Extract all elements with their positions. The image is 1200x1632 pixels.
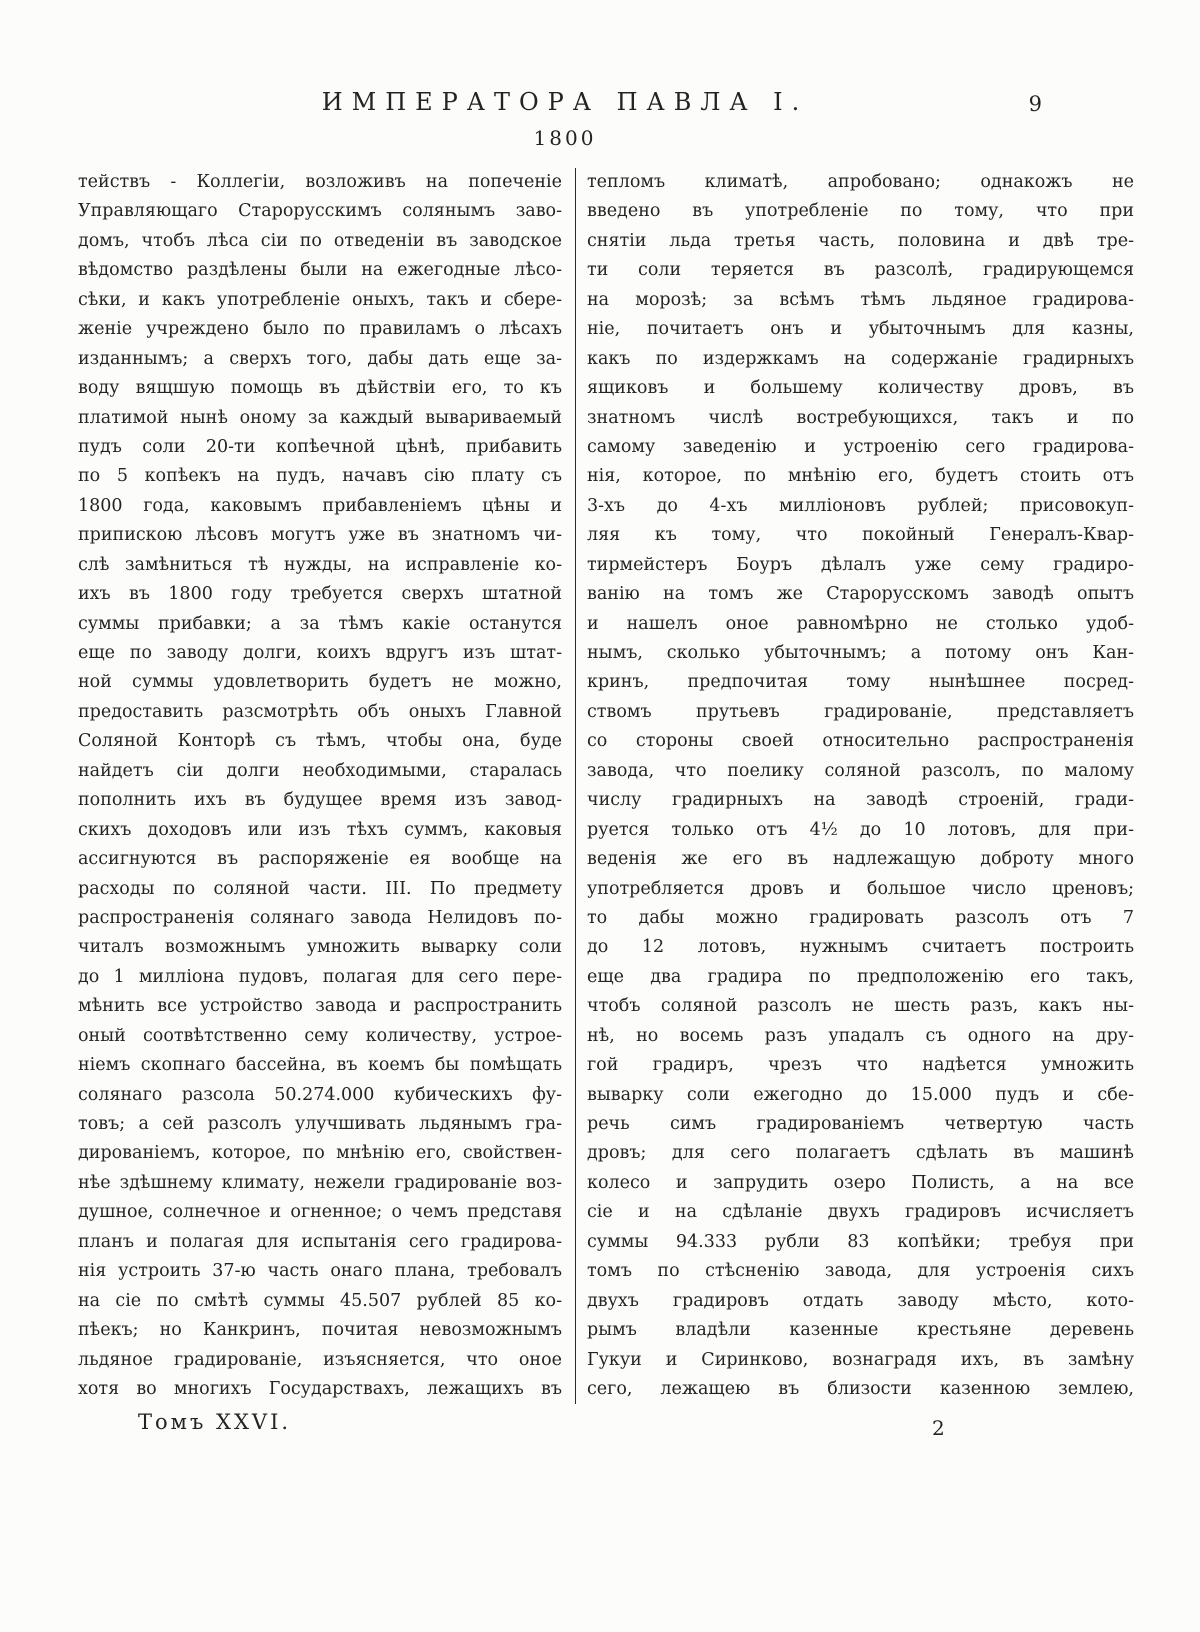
- text-line: до 1 милліона пудовъ, полагая для сего пере-: [78, 966, 562, 987]
- column-divider: [575, 168, 576, 1404]
- text-line: пудъ соли 20-ти копѣечной цѣнѣ, прибавить: [78, 436, 562, 457]
- text-line: нія, которое, по мнѣнію его, будетъ стоить отъ: [587, 466, 1134, 487]
- text-line: ящиковъ и большему количеству дровъ, въ: [587, 378, 1134, 399]
- text-line: воду вящшую помощь въ дѣйствіи его, то къ: [78, 378, 562, 399]
- text-line: суммы прибавки; а за тѣмъ какіе останутся: [78, 613, 562, 634]
- text-line: пѣекъ; но Канкринъ, почитая невозможнымъ: [78, 1320, 562, 1341]
- text-line: числу градирныхъ на заводѣ строеній, гради-: [587, 790, 1134, 811]
- text-line: употребляется дровъ и большое число цреновъ;: [587, 878, 1134, 899]
- text-line: женіе учреждено было по правиламъ о лѣсахъ: [78, 319, 562, 340]
- text-line: нымъ, сколько убыточнымъ; а потому онъ Кан-: [587, 643, 1134, 663]
- text-line: еще по заводу долги, коихъ вдругъ изъ штат-: [78, 643, 562, 663]
- page-number: 9: [1028, 92, 1042, 116]
- text-line: платимой нынѣ оному за каждый вывариваемый: [78, 407, 562, 428]
- text-line: тействъ - Коллегіи, возложивъ на попеченіе: [78, 172, 562, 192]
- footer-signature-number: 2: [932, 1416, 945, 1440]
- text-line: введено въ употребленіе по тому, что при: [587, 201, 1134, 222]
- text-line: сего, лежащею въ близости казенною землею,: [587, 1378, 1134, 1399]
- right-column: [587, 168, 1134, 1404]
- text-line: сѣки, и какъ употребленіе оныхъ, такъ и сбере-: [78, 289, 562, 310]
- text-line: ванію на томъ же Старорусскомъ заводѣ опытъ: [587, 584, 1134, 605]
- text-line: нѣе здѣшнему климату, нежели градированіе воз-: [78, 1172, 562, 1193]
- text-line: 1800 года, каковымъ прибавленіемъ цѣны и: [78, 495, 562, 516]
- text-line: скихъ доходовъ или изъ тѣхъ суммъ, каковыя: [78, 819, 562, 840]
- text-line: душное, солнечное и огненное; о чемъ представя: [78, 1202, 562, 1223]
- text-line: нія устроить 37-ю часть онаго плана, требовалъ: [78, 1261, 562, 1282]
- text-line: Управляющаго Старорусскимъ солянымъ заво-: [78, 201, 562, 222]
- text-line: сіе и на сдѣланіе двухъ градировъ исчисляетъ: [587, 1202, 1134, 1223]
- text-line: кринъ, предпочитая тому нынѣшнее посред-: [587, 672, 1134, 693]
- text-line: распространенія солянаго завода Нелидовъ по-: [78, 907, 562, 928]
- text-line: ихъ въ 1800 году требуется сверхъ штатной: [78, 584, 562, 605]
- text-line: мѣнить все устройство завода и распространить: [78, 996, 562, 1017]
- text-line: гой градиръ, чрезъ что надѣется умножить: [587, 1055, 1134, 1076]
- text-line: на морозѣ; за всѣмъ тѣмъ льдяное градирова-: [587, 289, 1134, 310]
- text-line: найдетъ сіи долги необходимыми, старалась: [78, 760, 562, 781]
- text-columns: [78, 168, 1134, 1404]
- text-line: томъ по стѣсненію завода, для устроенія сихъ: [587, 1261, 1134, 1282]
- text-line: двухъ градировъ отдать заводу мѣсто, кото-: [587, 1290, 1134, 1311]
- text-line: ти соли теряется въ разсолѣ, градирующемся: [587, 260, 1134, 281]
- text-line: до 12 лотовъ, нужнымъ считаетъ построить: [587, 937, 1134, 958]
- text-line: колесо и запрудить озеро Полисть, а на все: [587, 1172, 1134, 1193]
- text-line: завода, что поелику соляной разсолъ, по малому: [587, 760, 1134, 781]
- text-line: знатномъ числѣ востребующихся, такъ и по: [587, 407, 1134, 428]
- text-line: снятіи льда третья часть, половина и двѣ тре-: [587, 230, 1134, 251]
- text-line: изданнымъ; а сверхъ того, дабы дать еще за-: [78, 348, 562, 369]
- text-line: нѣ, но восемь разъ упадалъ съ одного на дру-: [587, 1025, 1134, 1046]
- text-line: тепломъ климатѣ, апробовано; однакожъ не: [587, 172, 1134, 192]
- text-line: пополнить ихъ въ будущее время изъ завод-: [78, 790, 562, 811]
- text-line: по 5 копѣекъ на пудъ, начавъ сію плату съ: [78, 466, 562, 487]
- text-line: домъ, чтобъ лѣса сіи по отведеніи въ заводское: [78, 230, 562, 251]
- text-line: на сіе по смѣтѣ суммы 45.507 рублей 85 ко-: [78, 1290, 562, 1311]
- text-line: 3-хъ до 4-хъ милліоновъ рублей; присовокуп-: [587, 495, 1134, 516]
- text-line: ляя къ тому, что покойный Генералъ-Квар-: [587, 525, 1134, 546]
- text-line: солянаго разсола 50.274.000 кубическихъ фу-: [78, 1084, 562, 1105]
- text-line: выварку соли ежегодно до 15.000 пудъ и сбе-: [587, 1084, 1134, 1105]
- running-title: ИМПЕРАТОРА ПАВЛА I.: [321, 88, 809, 116]
- text-line: товъ; а сей разсолъ улучшивать льдянымъ гра-: [78, 1114, 562, 1134]
- text-line: речь симъ градированіемъ четвертую часть: [587, 1114, 1134, 1134]
- text-line: ной суммы удовлетворить будетъ не можно,: [78, 672, 562, 693]
- year-heading: 1800: [533, 126, 597, 150]
- text-line: то дабы можно градировать разсолъ отъ 7: [587, 907, 1134, 928]
- text-line: какъ по издержкамъ на содержаніе градирныхъ: [587, 348, 1134, 369]
- text-line: расходы по соляной части. III. По предмету: [78, 878, 562, 899]
- text-line: оный соотвѣтственно сему количеству, устрое-: [78, 1025, 562, 1046]
- text-line: ствомъ прутьевъ градированіе, представляетъ: [587, 701, 1134, 722]
- text-line: Гукуи и Сиринково, вознаградя ихъ, въ замѣну: [587, 1349, 1134, 1370]
- footer-volume: Томъ XXVI.: [138, 1410, 292, 1434]
- text-line: Соляной Конторѣ съ тѣмъ, чтобы она, буде: [78, 731, 562, 752]
- text-line: дровъ; для сего полагаетъ сдѣлать въ машинѣ: [587, 1143, 1134, 1164]
- text-line: дированіемъ, которое, по мнѣнію его, свойствен-: [78, 1143, 562, 1164]
- text-line: суммы 94.333 рубли 83 копѣйки; требуя при: [587, 1231, 1134, 1252]
- text-line: ніемъ скопнаго бассейна, въ коемъ бы помѣщать: [78, 1055, 562, 1076]
- text-line: еще два градира по предположенію его такъ,: [587, 966, 1134, 987]
- text-line: ассигнуются въ распоряженіе ея вообще на: [78, 849, 562, 870]
- text-line: веденія же его въ надлежащую доброту много: [587, 849, 1134, 870]
- text-line: хотя во многихъ Государствахъ, лежащихъ въ: [78, 1378, 562, 1399]
- text-line: самому заведенію и устроенію сего градирова-: [587, 436, 1134, 457]
- text-line: ніе, почитаетъ онъ и убыточнымъ для казны,: [587, 319, 1134, 340]
- text-line: рымъ владѣли казенные крестьяне деревень: [587, 1320, 1134, 1341]
- text-line: и нашелъ оное равномѣрно не столько удоб-: [587, 613, 1134, 634]
- text-line: читалъ возможнымъ умножить выварку соли: [78, 937, 562, 958]
- text-line: льдяное градированіе, изъясняется, что оное: [78, 1349, 562, 1370]
- text-line: припискою лѣсовъ могутъ уже въ знатномъ чи-: [78, 525, 562, 546]
- text-line: руется только отъ 4½ до 10 лотовъ, для при-: [587, 819, 1134, 840]
- text-line: вѣдомство раздѣлены были на ежегодные лѣсо-: [78, 260, 562, 281]
- text-line: тирмейстеръ Боуръ дѣлалъ уже сему градиро-: [587, 554, 1134, 575]
- text-line: слѣ замѣниться тѣ нужды, на исправленіе ко-: [78, 554, 562, 575]
- text-line: предоставить разсмотрѣть объ оныхъ Главной: [78, 701, 562, 722]
- text-line: планъ и полагая для испытанія сего градирова-: [78, 1231, 562, 1252]
- text-line: со стороны своей относительно распространенія: [587, 731, 1134, 752]
- left-column: [78, 168, 562, 1404]
- text-line: чтобъ соляной разсолъ не шесть разъ, какъ ны-: [587, 996, 1134, 1017]
